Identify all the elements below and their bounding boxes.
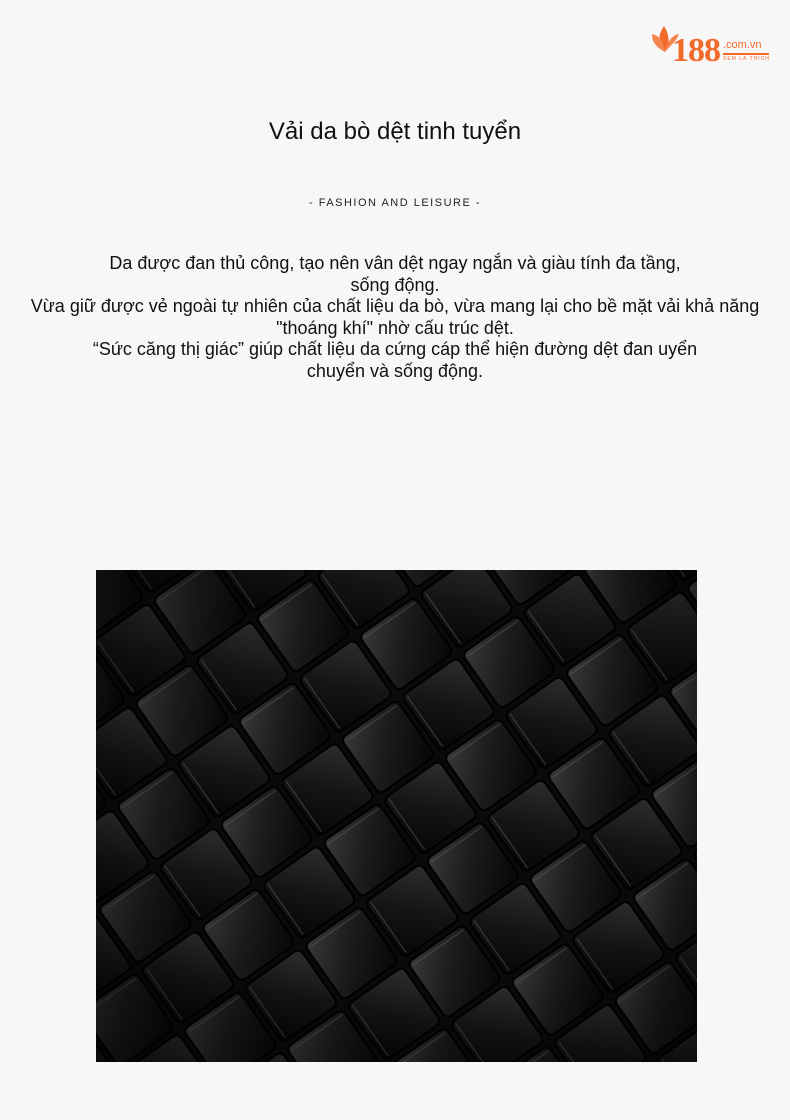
- product-image: [96, 570, 697, 1062]
- description-line: “Sức căng thị giác” giúp chất liệu da cứng cáp thể hiện đường dệt đan uyển chuyển và sống động.: [92, 339, 698, 381]
- logo-tagline: XEM LÀ THÍCH: [723, 56, 770, 62]
- logo-underline: [723, 53, 769, 55]
- woven-leather-texture: [96, 570, 697, 1062]
- logo-number: 188: [672, 32, 720, 69]
- page-subtitle: - FASHION AND LEISURE -: [308, 197, 482, 209]
- description-line: Da được đan thủ công, tạo nên vân dệt ngay ngắn và giàu tính đa tầng, sống động.: [109, 253, 681, 295]
- brand-logo[interactable]: [650, 22, 775, 72]
- page-title: Vải da bò dệt tinh tuyển: [268, 118, 522, 145]
- product-description: [0, 253, 790, 382]
- description-line: Vừa giữ được vẻ ngoài tự nhiên của chất liệu da bò, vừa mang lại cho bề mặt vải khả năng "thoáng khí" nhờ cấu trúc dệt.: [30, 296, 760, 338]
- logo-domain: .com.vn: [723, 39, 762, 51]
